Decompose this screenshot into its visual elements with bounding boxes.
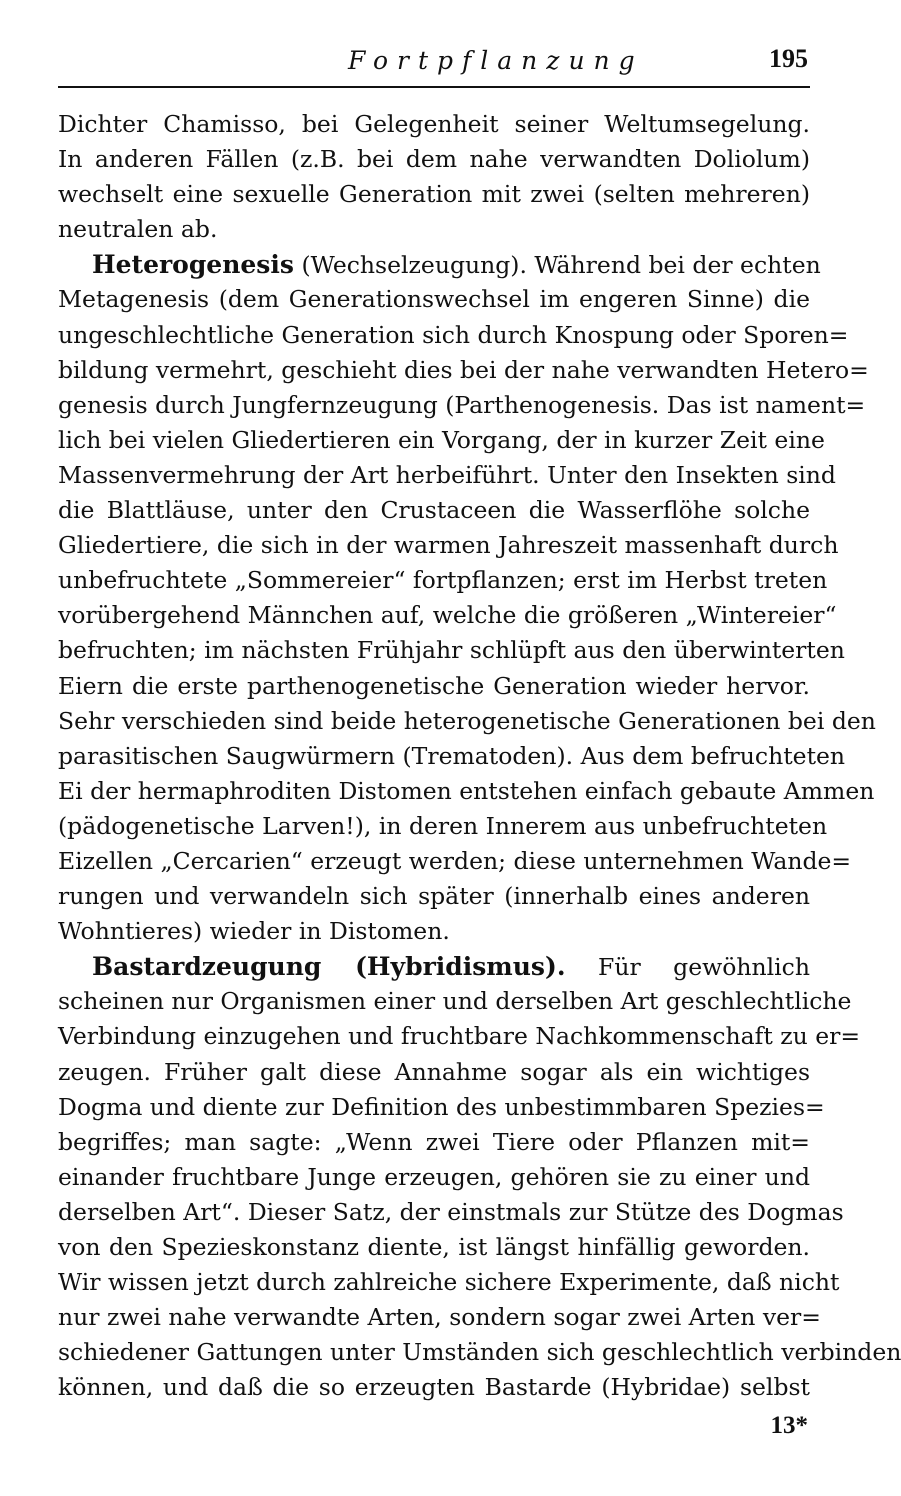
- text-line: bildung vermehrt, geschieht dies bei der nahe verwandten Hetero=: [58, 355, 869, 384]
- text-line: neutralen ab.: [58, 215, 218, 244]
- text-line: In anderen Fällen (z.B. bei dem nahe verwandten Doliolum): [58, 145, 810, 174]
- text-line: nur zwei nahe verwandte Arten, sondern sogar zwei Arten ver=: [58, 1303, 821, 1332]
- text-line: Dogma und diente zur Definition des unbestimmbaren Spezies=: [58, 1092, 825, 1121]
- text-line: zeugen. Früher galt diese Annahme sogar als ein wichtiges: [58, 1057, 810, 1086]
- text-segment: (Wechselzeugung). Während bei der echten: [301, 251, 821, 280]
- text-line: Metagenesis (dem Generationswechsel im engeren Sinne) die: [58, 285, 810, 314]
- running-head: Fortpflanzung: [348, 46, 644, 75]
- text-line: vorübergehend Männchen auf, welche die größeren „Wintereier“: [58, 601, 837, 630]
- text-line: befruchten; im nächsten Frühjahr schlüpft aus den überwinterten: [58, 636, 845, 665]
- text-line: die Blattläuse, unter den Crustaceen die Wasserflöhe solche: [58, 496, 810, 525]
- text-line: ungeschlechtliche Generation sich durch Knospung oder Sporen=: [58, 320, 849, 349]
- body-text: [58, 107, 901, 1405]
- text-line: lich bei vielen Gliedertieren ein Vorgang, der in kurzer Zeit eine: [58, 425, 825, 454]
- text-line: parasitischen Saugwürmern (Trematoden). Aus dem befruchteten: [58, 741, 846, 770]
- text-line: Massenvermehrung der Art herbeiführt. Unter den Insekten sind: [58, 460, 836, 489]
- text-line: wechselt eine sexuelle Generation mit zwei (selten mehreren): [58, 180, 810, 209]
- text-line: Eiern die erste parthenogenetische Generation wieder hervor.: [58, 671, 810, 700]
- text-line: Ei der hermaphroditen Distomen entstehen einfach gebaute Ammen: [58, 776, 875, 805]
- text-line: begriffes; man sagte: „Wenn zwei Tiere oder Pflanzen mit=: [58, 1127, 810, 1156]
- text-line: können, und daß die so erzeugten Bastarde (Hybridae) selbst: [58, 1373, 810, 1402]
- text-line: Gliedertiere, die sich in der warmen Jahreszeit massenhaft durch: [58, 531, 839, 560]
- page-number: 195: [769, 44, 808, 73]
- text-line: von den Spezieskonstanz diente, ist längst hinfällig geworden.: [58, 1233, 810, 1261]
- text-line: rungen und verwandeln sich später (innerhalb eines anderen: [58, 882, 810, 911]
- page-header: [58, 40, 810, 88]
- text-line: Wir wissen jetzt durch zahlreiche sichere Experimente, daß nicht: [58, 1268, 840, 1297]
- keyword-heterogenesis: Heterogenesis: [92, 250, 294, 280]
- keyword-bastardzeugung: Bastardzeugung (Hybridismus).: [92, 952, 566, 982]
- signature-mark: 13*: [770, 1412, 808, 1439]
- text-line: schiedener Gattungen unter Umständen sich geschlechtlich verbinden: [58, 1338, 901, 1367]
- text-line: scheinen nur Organismen einer und derselben Art geschlechtliche: [58, 987, 852, 1016]
- text-line: Sehr verschieden sind beide heterogenetische Generationen bei den: [58, 706, 876, 735]
- text-segment: Für gewöhnlich: [598, 953, 810, 982]
- text-line: [58, 949, 810, 984]
- text-line: derselben Art“. Dieser Satz, der einstmals zur Stütze des Dogmas: [58, 1197, 844, 1226]
- text-line: genesis durch Jungfernzeugung (Parthenogenesis. Das ist nament=: [58, 390, 866, 419]
- text-line: Verbindung einzugehen und fruchtbare Nachkommenschaft zu er=: [58, 1022, 861, 1051]
- text-line: Dichter Chamisso, bei Gelegenheit seiner Weltumsegelung.: [58, 110, 810, 138]
- text-line: (pädogenetische Larven!), in deren Innerem aus unbefruchteten: [58, 811, 828, 840]
- text-line: Wohntieres) wieder in Distomen.: [58, 917, 450, 946]
- text-line: unbefruchtete „Sommereier“ fortpflanzen; erst im Herbst treten: [58, 566, 828, 595]
- text-line: einander fruchtbare Junge erzeugen, gehören sie zu einer und: [58, 1162, 810, 1191]
- text-line: Eizellen „Cercarien“ erzeugt werden; diese unternehmen Wande=: [58, 846, 852, 875]
- text-line: [58, 247, 821, 282]
